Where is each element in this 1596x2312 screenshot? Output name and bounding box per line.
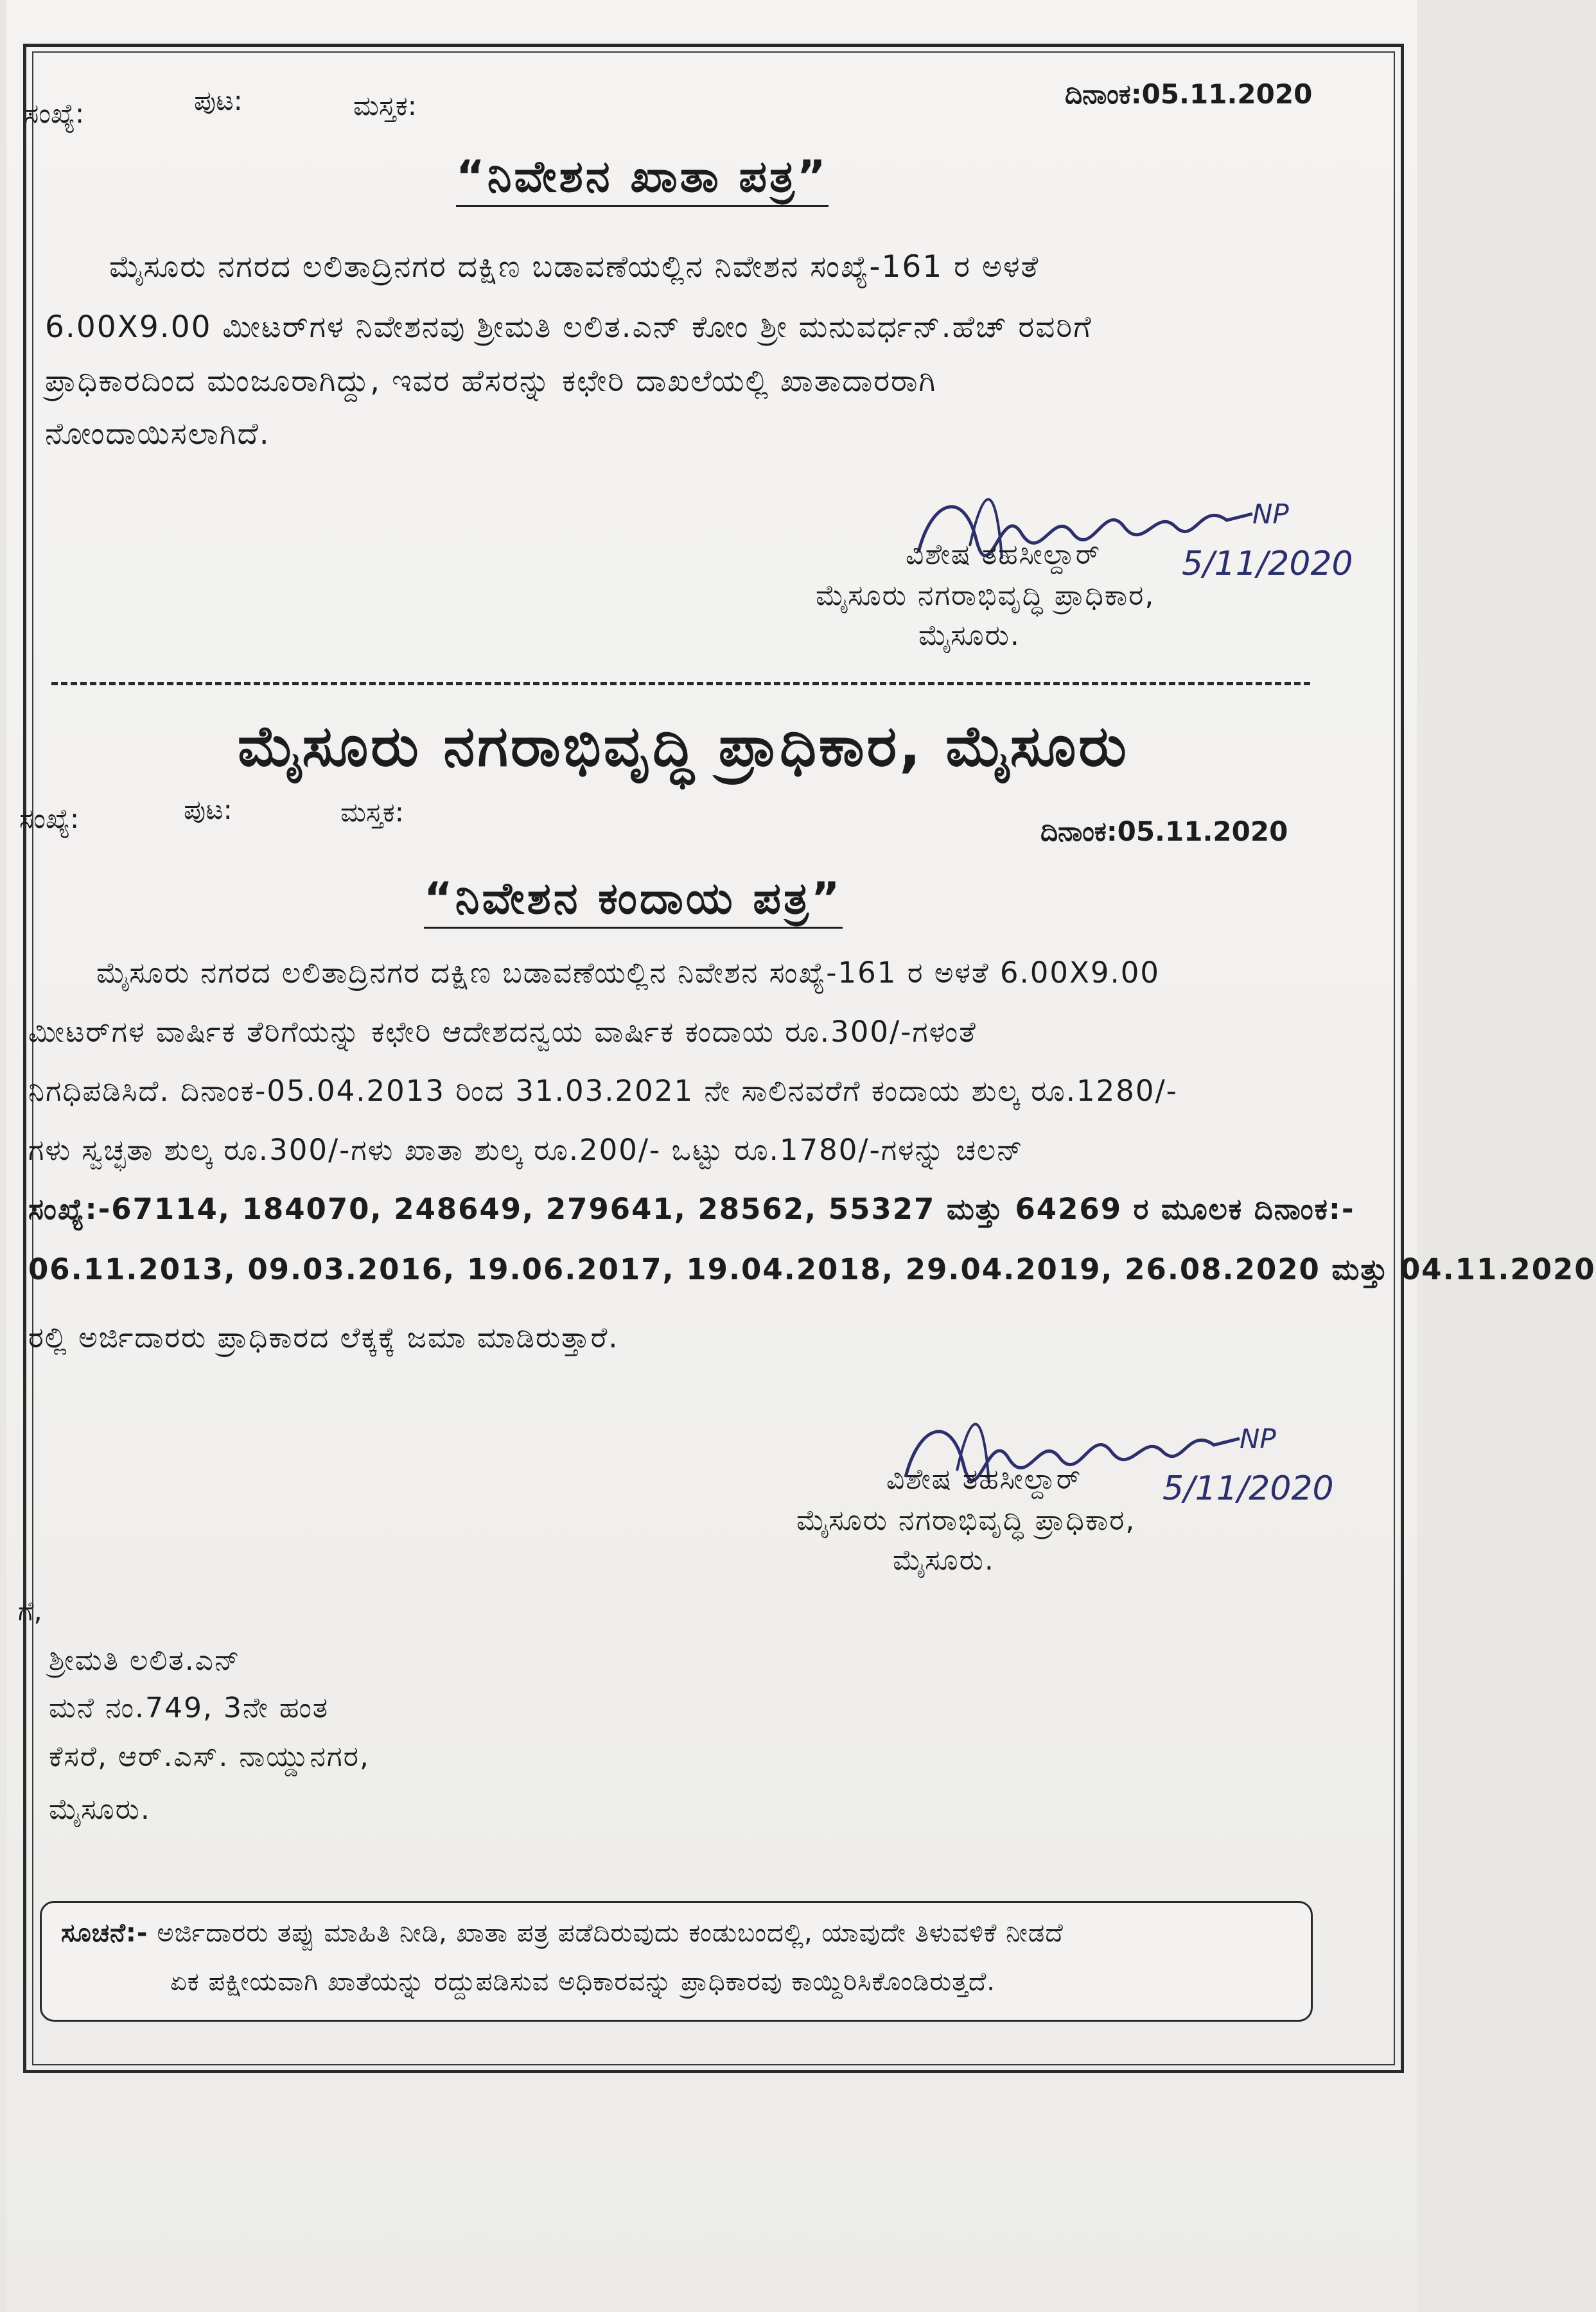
section-divider: [51, 682, 1310, 685]
to-label: ಗೆ,: [18, 1595, 42, 1627]
khata-line-2: 6.00X9.00 ಮೀಟರ್‌ಗಳ ನಿವೇಶನವು ಶ್ರೀಮತಿ ಲಲಿತ.ಎನ್ ಕೋಂ ಶ್ರೀ ಮನುವರ್ಧನ್.ಹೆಚ್ ರವರಿಗೆ: [45, 310, 1092, 345]
authority-name-1: ಮೈಸೂರು ನಗರಾಭಿವೃದ್ಧಿ ಪ್ರಾಧಿಕಾರ,: [816, 579, 1155, 612]
svg-text:5/11/2020: 5/11/2020: [1162, 1469, 1334, 1508]
authority-heading: ಮೈಸೂರು ನಗರಾಭಿವೃದ್ಧಿ ಪ್ರಾಧಿಕಾರ, ಮೈಸೂರು: [238, 713, 1129, 779]
designation-1: ವಿಶೇಷ ತಹಸೀಲ್ದಾರ್: [906, 538, 1101, 571]
kandaya-line-7: ರಲ್ಲಿ ಅರ್ಜಿದಾರರು ಪ್ರಾಧಿಕಾರದ ಲೆಕ್ಕಕ್ಕೆ ಜಮಾ ಮಾಡಿರುತ್ತಾರೆ.: [28, 1320, 619, 1354]
signature-block-2: [796, 1381, 1394, 1599]
sankhye-label-1: ಸಂಖ್ಯೆ:: [24, 98, 85, 129]
kandaya-line-1: ಮೈಸೂರು ನಗರದ ಲಲಿತಾದ್ರಿನಗರ ದಕ್ಷಿಣ ಬಡಾವಣೆಯಲ್ಲಿನ ನಿವೇಶನ ಸಂಖ್ಯೆ-161 ರ ಅಳತೆ 6.00X9.00: [96, 956, 1161, 990]
khata-patra-title: “ನಿವೇಶನ ಖಾತಾ ಪತ್ರ”: [456, 152, 829, 203]
khata-line-4: ನೋಂದಾಯಿಸಲಾಗಿದೆ.: [45, 416, 270, 451]
sankhye-label-2: ಸಂಖ್ಯೆ:: [19, 803, 80, 834]
kandaya-line-3: ನಿಗಧಿಪಡಿಸಿದೆ. ದಿನಾಂಕ-05.04.2013 ರಿಂದ 31.03.2021 ನೇ ಸಾಲಿನವರೆಗೆ ಕಂದಾಯ ಶುಲ್ಕ ರೂ.1280/-: [28, 1074, 1178, 1108]
kandaya-line-2: ಮೀಟರ್‌ಗಳ ವಾರ್ಷಿಕ ತೆರಿಗೆಯನ್ನು ಕಛೇರಿ ಆದೇಶದನ್ವಯ ವಾರ್ಷಿಕ ಕಂದಾಯ ರೂ.300/-ಗಳಂತೆ: [28, 1015, 977, 1049]
date-2: ದಿನಾಂಕ:05.11.2020: [1040, 816, 1288, 847]
kandaya-line-5: ಸಂಖ್ಯೆ:-67114, 184070, 248649, 279641, 28562, 55327 ಮತ್ತು 64269 ರ ಮೂಲಕ ದಿನಾಂಕ:-: [28, 1192, 1355, 1226]
authority-name-2: ಮೈಸೂರು ನಗರಾಭಿವೃದ್ಧಿ ಪ್ರಾಧಿಕಾರ,: [796, 1504, 1136, 1537]
svg-text:5/11/2020: 5/11/2020: [1182, 545, 1353, 583]
date-1: ದಿನಾಂಕ:05.11.2020: [1065, 78, 1313, 110]
pustaka-label-1: ಮಸ್ತಕ:: [353, 90, 417, 121]
notice-box: [40, 1901, 1313, 2022]
kandaya-line-6: 06.11.2013, 09.03.2016, 19.06.2017, 19.04.2018, 29.04.2019, 26.08.2020 ಮತ್ತು 04.11.2020: [28, 1252, 1596, 1286]
svg-text:NP: NP: [1240, 1423, 1276, 1455]
kandaya-patra-title: “ನಿವೇಶನ ಕಂದಾಯ ಪತ್ರ”: [424, 873, 843, 925]
notice-label: ಸೂಚನೆ:-: [61, 1918, 148, 1948]
puta-label-1: ಪುಟ:: [194, 85, 243, 116]
city-2: ಮೈಸೂರು.: [893, 1544, 995, 1577]
designation-2: ವಿಶೇಷ ತಹಸೀಲ್ದಾರ್: [886, 1463, 1082, 1496]
pustaka-label-2: ಮಸ್ತಕ:: [340, 796, 404, 828]
recipient-city: ಮೈಸೂರು.: [49, 1793, 151, 1826]
recipient-address-1: ಮನೆ ನಂ.749, 3ನೇ ಹಂತ: [49, 1692, 329, 1724]
notice-line-1: [61, 1918, 1064, 1948]
notice-line-2: ಏಕ ಪಕ್ಷೀಯವಾಗಿ ಖಾತೆಯನ್ನು ರದ್ದುಪಡಿಸುವ ಅಧಿಕಾರವನ್ನು ಪ್ರಾಧಿಕಾರವು ಕಾಯ್ದಿರಿಸಿಕೊಂಡಿರುತ್ತದೆ.: [170, 1967, 996, 1997]
signature-block-1: [816, 462, 1419, 681]
recipient-address-2: ಕೆಸರೆ, ಆರ್.ಎಸ್. ನಾಯ್ಡುನಗರ,: [49, 1740, 370, 1773]
svg-text:NP: NP: [1252, 498, 1289, 530]
khata-line-3: ಪ್ರಾಧಿಕಾರದಿಂದ ಮಂಜೂರಾಗಿದ್ದು, ಇವರ ಹೆಸರನ್ನು ಕಛೇರಿ ದಾಖಲೆಯಲ್ಲಿ ಖಾತಾದಾರರಾಗಿ: [45, 363, 937, 399]
khata-line-1: ಮೈಸೂರು ನಗರದ ಲಲಿತಾದ್ರಿನಗರ ದಕ್ಷಿಣ ಬಡಾವಣೆಯಲ್ಲಿನ ನಿವೇಶನ ಸಂಖ್ಯೆ-161 ರ ಅಳತೆ: [109, 249, 1040, 285]
kandaya-line-4: ಗಳು ಸ್ವಚ್ಛತಾ ಶುಲ್ಕ ರೂ.300/-ಗಳು ಖಾತಾ ಶುಲ್ಕ ರೂ.200/- ಒಟ್ಟು ರೂ.1780/-ಗಳನ್ನು ಚಲನ್: [28, 1133, 1024, 1167]
document-page: [6, 0, 1596, 2312]
city-1: ಮೈಸೂರು.: [918, 619, 1021, 652]
puta-label-2: ಪುಟ:: [184, 794, 232, 825]
notice-text-1: ಅರ್ಜಿದಾರರು ತಪ್ಪು ಮಾಹಿತಿ ನೀಡಿ, ಖಾತಾ ಪತ್ರ ಪಡೆದಿರುವುದು ಕಂಡುಬಂದಲ್ಲಿ, ಯಾವುದೇ ತಿಳುವಳಿಕೆ ನೀಡದೆ: [157, 1918, 1064, 1948]
recipient-name: ಶ್ರೀಮತಿ ಲಲಿತ.ಎನ್: [49, 1644, 241, 1677]
